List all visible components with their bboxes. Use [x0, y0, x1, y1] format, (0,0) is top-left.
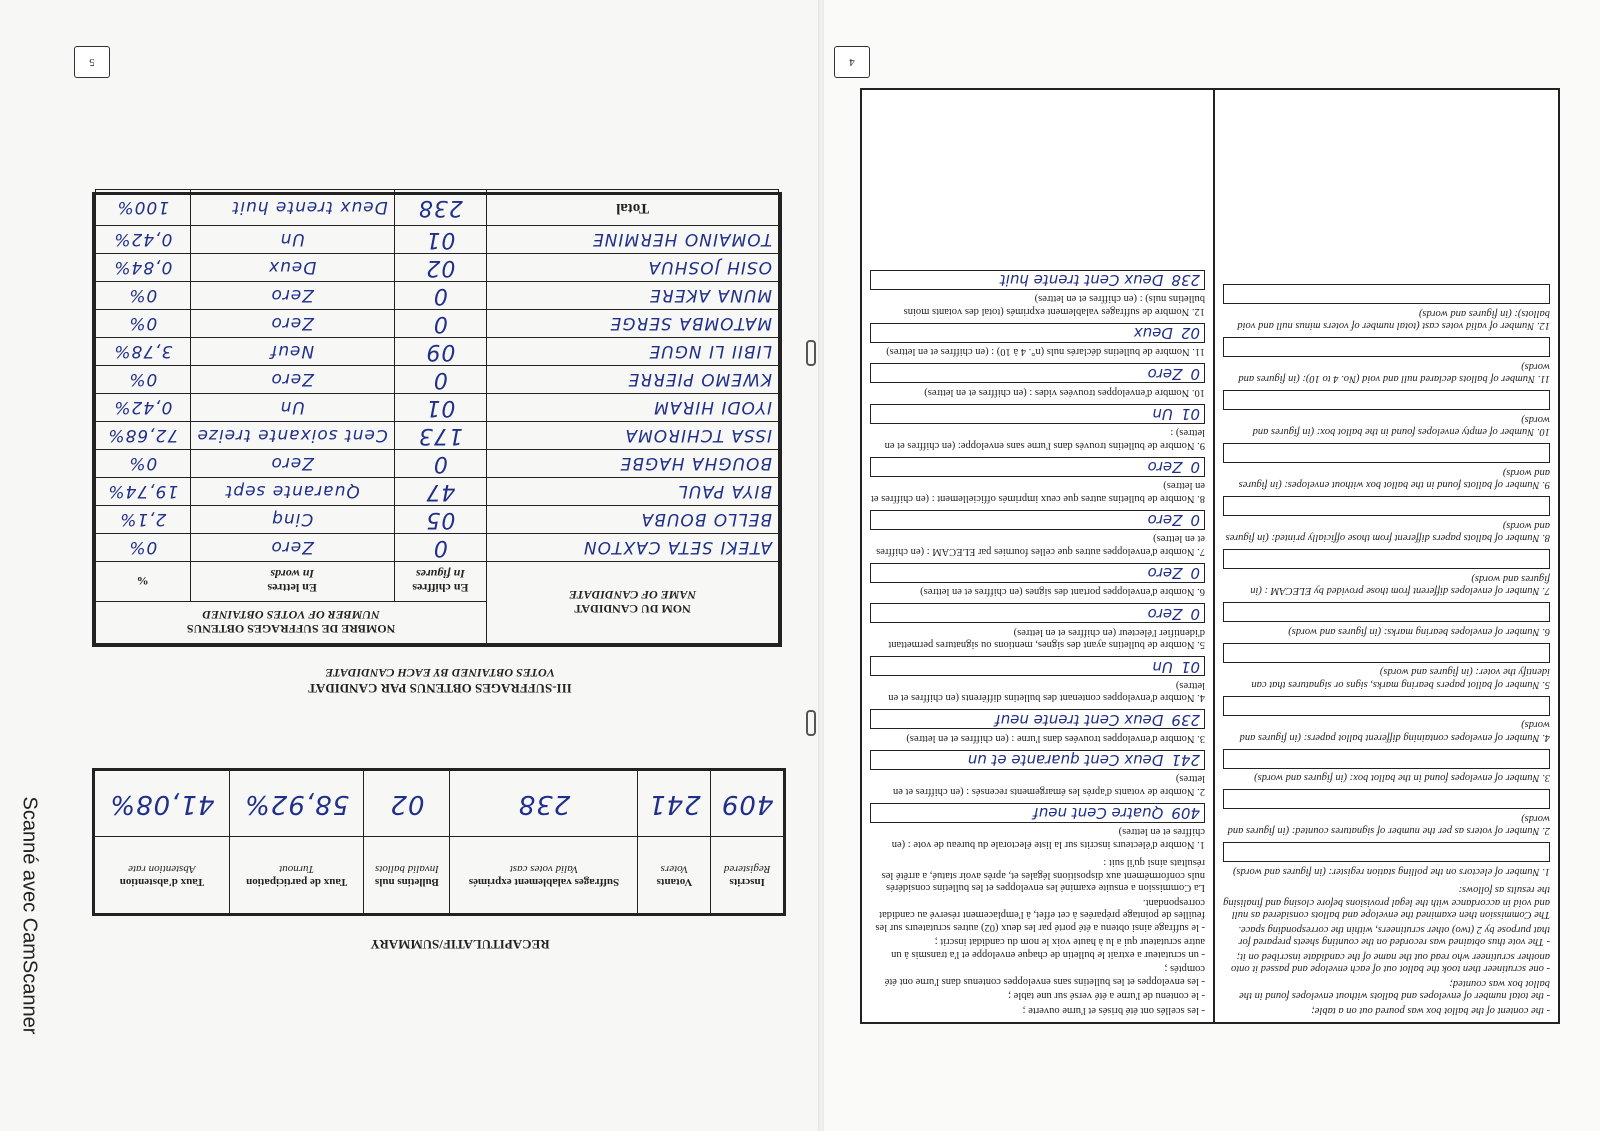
report-item-label-fr: 4. Nombre d'enveloppes contenant des bulletins différents (en chiffres et en lettres) — [888, 680, 1205, 704]
summary-header-fr: Taux d'abstention — [119, 876, 205, 889]
report-item-fr — [862, 510, 1213, 557]
candidate-percent: 0,84% — [96, 254, 191, 282]
summary-header-fr: Inscrits — [729, 876, 765, 889]
report-item-en — [1215, 550, 1558, 597]
report-item-answer — [870, 657, 1205, 677]
summary-table — [92, 768, 786, 916]
name-column-header: NOM DU CANDIDAT NAME OF CANDIDATE — [487, 562, 779, 644]
answer-figures: 01 — [1180, 657, 1200, 676]
candidate-words: Un — [190, 226, 394, 254]
report-item-answer-empty — [1223, 338, 1550, 358]
report-item-fr — [862, 364, 1213, 399]
candidate-name: ISSA TCHIROMA — [487, 422, 779, 450]
votes-table — [92, 192, 782, 647]
candidate-percent: 0% — [96, 310, 191, 338]
answer-words: Deux Cent quarante et un — [967, 751, 1164, 770]
report-item-en — [1215, 790, 1558, 837]
candidate-figures: 0 — [394, 282, 486, 310]
summary-value: 409 — [711, 771, 784, 837]
report-item-label-fr: 5. Nombre de bulletins ayant des signes, mentions ou signatures permettant d'identifier l'électeur (en chiffres et en lettres) — [888, 627, 1205, 651]
report-item-label-en: 3. Number of envelopes found in the ballot box: (in figures and words) — [1254, 772, 1550, 784]
intro-en-line: - the content of the ballot box was poured out on a table; — [1311, 1005, 1550, 1016]
candidate-name: BOUGHA HAGBE — [487, 450, 779, 478]
report-item-en — [1215, 696, 1558, 743]
answer-words: Zero — [1147, 564, 1183, 583]
summary-header-en: Turnout — [279, 863, 315, 876]
report-item-label-fr: 9. Nombre de bulletins trouvés dans l'urne sans enveloppe: (en chiffres et en lettres) : — [884, 427, 1205, 451]
report-item-label-en: 4. Number of envelopes containing different ballot papers: (in figures and words) — [1239, 719, 1550, 743]
answer-words: Deux — [1133, 324, 1173, 343]
candidate-row — [96, 254, 779, 282]
intro-en-line: - the total number of envelopes and ballots without envelopes found in the ballot box was counted; — [1239, 978, 1550, 1002]
report-item-label-fr: 12. Nombre de suffrages valablement exprimés (total des votants moins bulletins nuls) : (en chiffres et en lettres) — [903, 293, 1205, 317]
candidate-name: KWEMO PIERRE — [487, 366, 779, 394]
summary-header-fr: Votants — [656, 876, 693, 889]
report-item-label-en: 1. Number of electors on the polling station register: (in figures and words) — [1232, 866, 1550, 877]
figures-header: En chiffres In figures — [394, 562, 486, 602]
report-item-answer-empty — [1223, 391, 1550, 411]
summary-header-en: Voters — [660, 863, 689, 876]
candidate-row — [96, 422, 779, 450]
candidate-words: Zero — [190, 366, 394, 394]
total-words: Deux trente huit — [190, 190, 394, 226]
report-item-label-fr: 10. Nombre d'enveloppes trouvées vides : (en chiffres et en lettres) — [924, 387, 1205, 398]
summary-header-en: Valid votes cast — [509, 863, 579, 876]
summary-header-en: Registered — [723, 863, 771, 876]
summary-header — [364, 837, 450, 914]
report-item-en — [1215, 444, 1558, 491]
answer-words: Deux Cent trente huit — [999, 271, 1164, 290]
report-item-answer — [870, 563, 1205, 583]
report-item-answer — [870, 364, 1205, 384]
candidate-name: ATEKI SETA CAXTON — [487, 534, 779, 562]
candidate-percent: 0% — [96, 534, 191, 562]
report-item-en — [1215, 391, 1558, 438]
report-item-answer — [870, 457, 1205, 477]
answer-figures: 02 — [1180, 324, 1200, 343]
report-item-answer-empty — [1223, 843, 1550, 863]
candidate-words: Cent soixante treize — [190, 422, 394, 450]
report-item-label-en: 12. Number of valid votes cast (total number of voters minus null and void ballots): (in figures and words) — [1237, 308, 1550, 332]
report-item-fr — [862, 657, 1213, 704]
report-item-fr — [862, 270, 1213, 317]
report-item-label-fr: 1. Nombre d'électeurs inscrits sur la liste électorale du bureau de vote : (en chiffres et en lettres) — [891, 826, 1205, 850]
candidate-words: Quarante sept — [190, 478, 394, 506]
report-column-fr — [862, 90, 1213, 1022]
percent-header: % — [96, 562, 191, 602]
summary-value: 238 — [450, 771, 638, 837]
summary-title: RECAPITULATIF/SUMMARY — [370, 937, 550, 952]
report-item-label-en: 11. Number of ballots declared null and void (No. 4 to 10): (in figures and words) — [1238, 361, 1550, 385]
candidate-figures: 02 — [394, 254, 486, 282]
report-item-answer-empty — [1223, 550, 1550, 570]
summary-header-fr: Suffrages valablement exprimés — [468, 876, 620, 889]
report-item-answer-empty — [1223, 790, 1550, 810]
intro-fr-line: - un scrutateur a extrait le bulletin de chaque enveloppe et l'a transmis à un autre scrutateur qui a lu à haute voix le nom du candidat inscrit ; — [891, 936, 1205, 960]
candidate-row — [96, 506, 779, 534]
candidate-percent: 0% — [96, 450, 191, 478]
total-percent: 100% — [96, 190, 191, 226]
intro-fr-line: La Commission a ensuite examiné les enveloppes et les bulletins considérés nuls conformément aux dispositions légales et, après avoir statué, a arrêté les résultats ainsi qu'il suit : — [881, 857, 1205, 894]
report-item-en — [1215, 603, 1558, 638]
candidate-words: Zero — [190, 282, 394, 310]
report-item-label-en: 9. Number of ballots found in the ballot box without envelopes: (in figures and words) — [1238, 467, 1550, 491]
candidate-percent: 19,74% — [96, 478, 191, 506]
staple-icon — [806, 710, 816, 736]
intro-fr-line: - le suffrage ainsi obtenu a été porté par les deux (02) autres scrutateurs sur les feuilles de pointage préparées à cet effet, à l'emplacement réservé au candidat correspondant. — [875, 897, 1205, 933]
report-item-en — [1215, 843, 1558, 878]
total-row — [96, 190, 779, 226]
intro-fr-line: - les scellés ont été brisés et l'urne ouverte ; — [1022, 1005, 1205, 1016]
report-item-answer — [870, 803, 1205, 823]
report-item-answer — [870, 604, 1205, 624]
report-item-label-fr: 11. Nombre de bulletins déclarés nuls (n°. 4 à 10) : (en chiffres et en lettres) — [886, 346, 1205, 358]
candidate-row — [96, 338, 779, 366]
answer-words: Deux Cent trente neuf — [995, 710, 1164, 729]
page-number-right: 4 — [834, 46, 870, 78]
candidate-figures: 0 — [394, 310, 486, 338]
candidate-words: Zero — [190, 534, 394, 562]
report-column-en — [1213, 90, 1558, 1022]
report-item-fr — [862, 563, 1213, 598]
candidate-figures: 0 — [394, 450, 486, 478]
answer-words: Zero — [1147, 604, 1183, 623]
votes-column-header: NOMBRE DE SUFFRAGES OBTENUS NUMBER OF VOTES OBTAINED — [96, 602, 487, 644]
intro-fr — [862, 856, 1213, 1022]
report-item-answer-empty — [1223, 749, 1550, 769]
candidate-name: TOMAINO HERMINE — [487, 226, 779, 254]
candidate-name: BELLO BOUBA — [487, 506, 779, 534]
answer-words: Un — [1152, 405, 1173, 424]
answer-figures: 239 — [1171, 710, 1200, 729]
candidate-percent: 2,1% — [96, 506, 191, 534]
report-item-en — [1215, 285, 1558, 332]
report-item-fr — [862, 323, 1213, 358]
candidate-name: MUNA AKERE — [487, 282, 779, 310]
report-item-en — [1215, 497, 1558, 544]
report-item-en — [1215, 749, 1558, 784]
staple-icon — [806, 340, 816, 366]
report-item-answer-empty — [1223, 497, 1550, 517]
answer-figures: 0 — [1190, 364, 1200, 383]
candidate-figures: 09 — [394, 338, 486, 366]
summary-header — [711, 837, 784, 914]
candidate-figures: 01 — [394, 226, 486, 254]
summary-value: 02 — [364, 771, 450, 837]
candidate-row — [96, 394, 779, 422]
candidate-figures: 05 — [394, 506, 486, 534]
answer-words: Zero — [1147, 511, 1183, 530]
summary-value: 58,92% — [229, 771, 364, 837]
report-item-label-en: 10. Number of empty envelopes found in the ballot box: (in figures and words) — [1252, 414, 1550, 438]
candidate-name: LIBII LI NGUE — [487, 338, 779, 366]
page-number-left: 5 — [74, 46, 110, 78]
candidate-row — [96, 450, 779, 478]
report-item-en — [1215, 338, 1558, 385]
intro-fr-line: - le contenu de l'urne a été versé sur une table ; — [1008, 990, 1205, 1002]
total-label: Total — [487, 190, 779, 226]
summary-header — [638, 837, 711, 914]
candidate-row — [96, 282, 779, 310]
answer-figures: 0 — [1190, 604, 1200, 623]
candidate-percent: 0% — [96, 282, 191, 310]
report-item-answer-empty — [1223, 603, 1550, 623]
report-item-answer-empty — [1223, 444, 1550, 464]
report-item-label-en: 5. Number of ballot papers bearing marks, signs or signatures that can identify the voter: (in figures and words) — [1251, 666, 1550, 690]
answer-figures: 0 — [1190, 511, 1200, 530]
intro-fr-line: - les enveloppes et les bulletins sans enveloppes contenus dans l'urne ont été comptés ; — [884, 963, 1205, 987]
camscanner-watermark: Scanné avec CamScanner — [18, 796, 41, 1035]
candidate-name: IYODI HIRAM — [487, 394, 779, 422]
candidate-figures: 47 — [394, 478, 486, 506]
candidate-words: Neuf — [190, 338, 394, 366]
candidate-row — [96, 366, 779, 394]
candidate-row — [96, 478, 779, 506]
answer-figures: 0 — [1190, 458, 1200, 477]
intro-en-line: - one scrutineer then took the ballot out of each envelope and passed it onto another scrutineer who read out the name of the candidate inscribed on it; — [1230, 951, 1550, 975]
page-gutter — [818, 0, 824, 1131]
report-item-en — [1215, 643, 1558, 690]
words-header: En lettres In words — [190, 562, 394, 602]
report-item-label-fr: 7. Nombre d'enveloppes autres que celles fournies par ELECAM : (en chiffres et en lettres) — [876, 533, 1205, 557]
summary-header — [229, 837, 364, 914]
answer-figures: 238 — [1171, 271, 1200, 290]
report-item-label-fr: 2. Nombre de votants d'après les émargements recensés : (en chiffres et en lettres) — [892, 773, 1205, 797]
report-item-fr — [862, 457, 1213, 504]
candidate-row — [96, 534, 779, 562]
candidate-figures: 01 — [394, 394, 486, 422]
candidate-words: Deux — [190, 254, 394, 282]
summary-value: 241 — [638, 771, 711, 837]
votes-section-title: III-SUFFRAGES OBTENUS PAR CANDIDAT VOTES OBTAINED BY EACH CANDIDATE — [308, 666, 572, 696]
candidate-percent: 0,42% — [96, 226, 191, 254]
intro-en-line: The Commission then examined the envelope and ballots considered as null and void in accordance with the legal provisions before closing and finalising the results as follows: — [1223, 884, 1550, 921]
summary-header-en: Invalid ballots — [375, 863, 439, 876]
candidate-percent: 0% — [96, 366, 191, 394]
report-item-answer — [870, 270, 1205, 290]
answer-figures: 0 — [1190, 564, 1200, 583]
candidate-name: MATOMBA SERGE — [487, 310, 779, 338]
candidate-name: BIYA PAUL — [487, 478, 779, 506]
report-item-label-en: 8. Number of ballots papers different from those officially printed: (in figures and words) — [1225, 520, 1550, 544]
report-item-answer — [870, 323, 1205, 343]
report-item-answer — [870, 404, 1205, 424]
total-figures: 238 — [394, 190, 486, 226]
answer-figures: 01 — [1180, 405, 1200, 424]
intro-en-line: - The vote thus obtained was recorded on the counting sheets prepared for that purpose by 2 (two) other scrutineers, within the corresponding space. — [1238, 924, 1550, 948]
candidate-percent: 3,78% — [96, 338, 191, 366]
answer-figures: 409 — [1171, 804, 1200, 823]
candidate-words: Zero — [190, 450, 394, 478]
report-item-label-en: 7. Number of envelopes different from those provided by ELECAM : (in figures and words) — [1250, 573, 1550, 597]
report-item-answer — [870, 510, 1205, 530]
candidate-words: Cinq — [190, 506, 394, 534]
answer-words: Quatre Cent neuf — [1033, 804, 1164, 823]
summary-header-fr: Bulletins nuls — [375, 876, 439, 889]
report-frame — [860, 88, 1560, 1024]
answer-words: Zero — [1147, 458, 1183, 477]
candidate-figures: 0 — [394, 534, 486, 562]
candidate-percent: 0,42% — [96, 394, 191, 422]
summary-header — [450, 837, 638, 914]
report-item-fr — [862, 404, 1213, 451]
summary-header-en: Abstention rate — [128, 863, 196, 876]
answer-words: Zero — [1147, 364, 1183, 383]
candidate-row — [96, 310, 779, 338]
report-item-label-fr: 3. Nombre d'enveloppes trouvées dans l'urne : (en chiffres et en lettres) — [906, 733, 1205, 744]
report-item-answer — [870, 750, 1205, 770]
answer-words: Un — [1152, 657, 1173, 676]
candidate-percent: 72,68% — [96, 422, 191, 450]
intro-en — [1215, 883, 1558, 1022]
summary-header-fr: Taux de participation — [246, 876, 348, 889]
candidate-row — [96, 226, 779, 254]
report-item-label-en: 2. Number of voters as per the number of signatures counted: (in figures and words) — [1227, 813, 1550, 837]
report-item-label-en: 6. Number of envelopes bearing marks: (in figures and words) — [1288, 626, 1550, 637]
candidate-words: Zero — [190, 310, 394, 338]
report-item-fr — [862, 710, 1213, 745]
summary-value: 41,08% — [95, 771, 230, 837]
candidate-name: OSIH JOSHUA — [487, 254, 779, 282]
report-item-fr — [862, 604, 1213, 651]
candidate-words: Un — [190, 394, 394, 422]
summary-header — [95, 837, 230, 914]
report-item-answer-empty — [1223, 285, 1550, 305]
candidate-figures: 173 — [394, 422, 486, 450]
answer-figures: 241 — [1171, 751, 1200, 770]
report-item-fr — [862, 803, 1213, 850]
candidate-figures: 0 — [394, 366, 486, 394]
report-item-label-fr: 8. Nombre de bulletins autres que ceux imprimés officiellement : (en chiffres et en lettres) — [870, 480, 1205, 504]
report-item-answer-empty — [1223, 643, 1550, 663]
report-item-answer-empty — [1223, 696, 1550, 716]
report-item-label-fr: 6. Nombre d'enveloppes portant des signes (en chiffres et en lettres) — [920, 586, 1205, 598]
report-item-fr — [862, 750, 1213, 797]
report-item-answer — [870, 710, 1205, 730]
